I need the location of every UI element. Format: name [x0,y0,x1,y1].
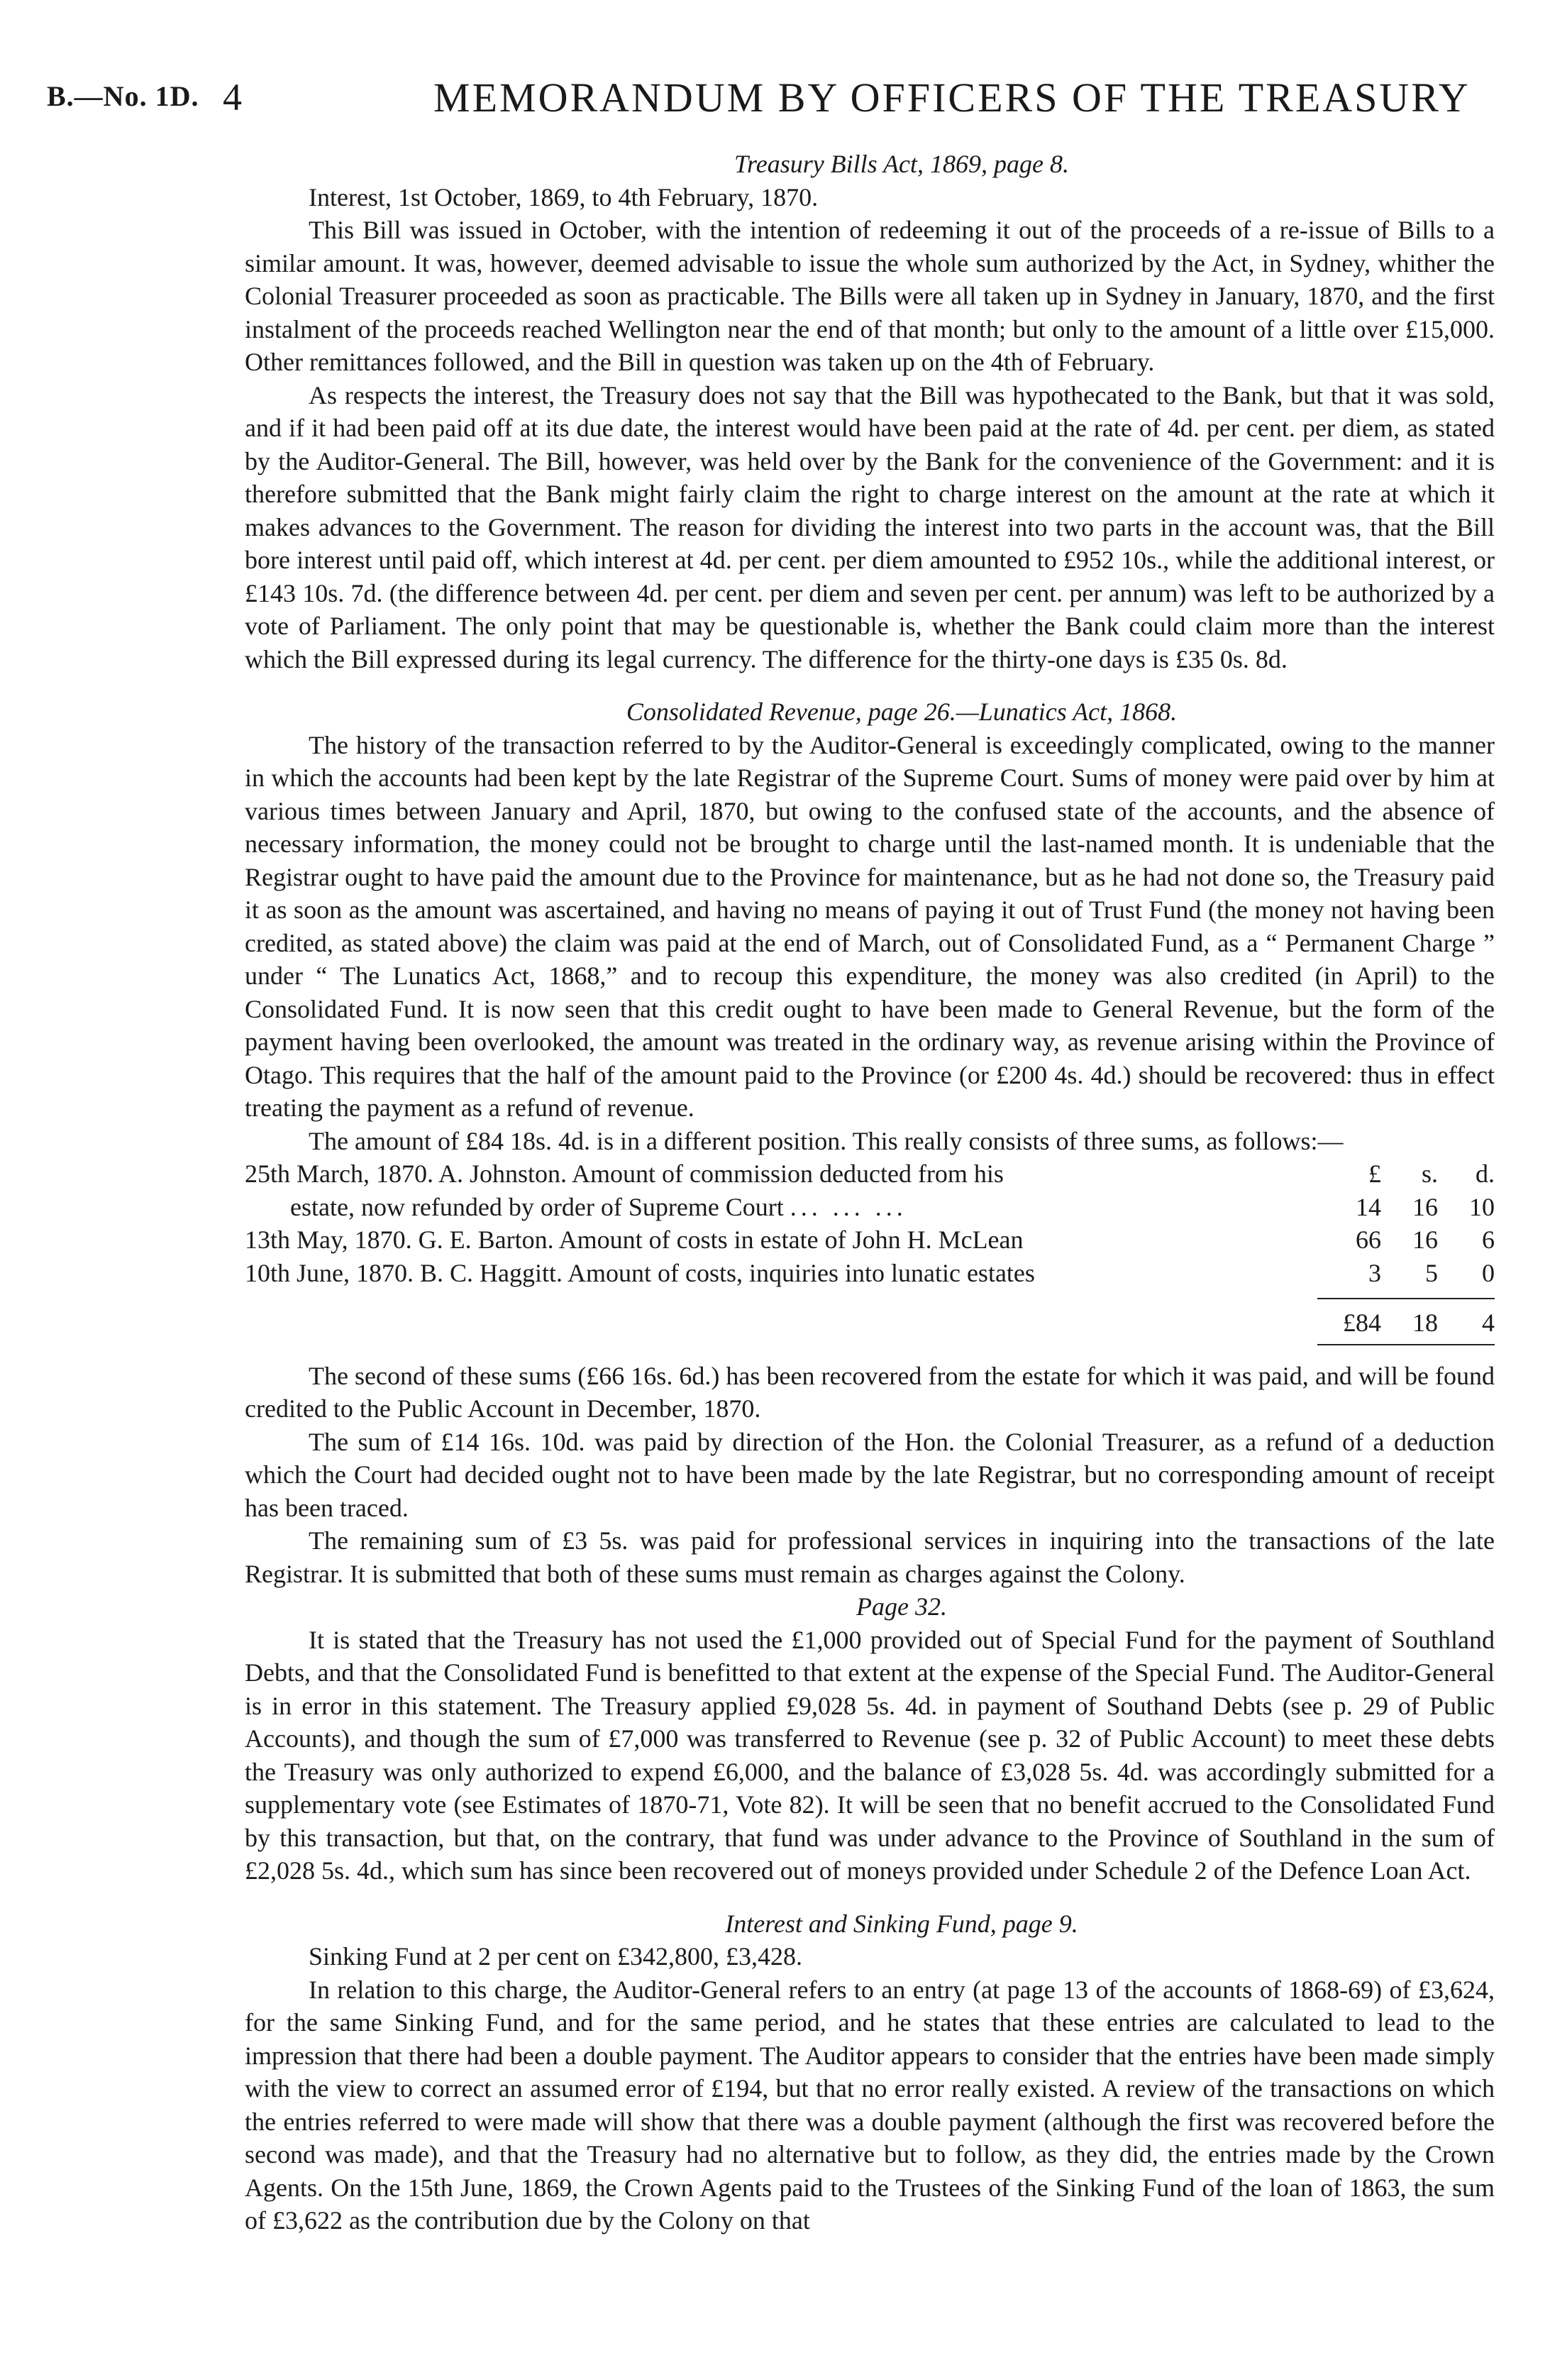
table-column-headers: £ s. d. [1368,1159,1495,1188]
paragraph: It is stated that the Treasury has not used the £1,000 provided out of Special Fund for the payment of Southland Debts, and that the Consolidated Fund is benefitted to that extent at the expense of the Special Fund. The Auditor-General is in error in this statement. The Treasury applied £9,028 5s. 4d. in payment of Southand Debts (see p. 29 of Public Accounts), and though the sum of £7,000 was transferred to Revenue (see p. 32 of Public Account) to meet these debts the Treasury was only authorized to expend £6,000, and the balance of £3,028 5s. 4d. was accordingly submitted for a supplementary vote (see Estimates of 1870-71, Vote 82). It will be seen that no benefit accrued to the Consolidated Fund by this transaction, but that, on the contrary, that fund was under advance to the Province of Southland in the sum of £2,028 5s. 4d., which sum has since been recovered out of moneys provided under Schedule 2 of the Defence Loan Act. [245,1625,1495,1885]
paragraph: The second of these sums (£66 16s. 6d.) has been recovered from the estate for which it was paid, and will be found credited to the Public Account in December, 1870. [245,1361,1495,1423]
paragraph: This Bill was issued in October, with the intention of redeeming it out of the proceeds of a re-issue of Bills to a similar amount. It was, however, deemed advisable to issue the whole sum authorized by the Act, in Sydney, whither the Colonial Treasurer proceeded as soon as practicable. The Bills were all taken up in Sydney in January, 1870, and the first instalment of the proceeds reached Wellington near the end of that month; but only to the amount of a little over £15,000. Other remittances followed, and the Bill in question was taken up on the 4th of February. [245,216,1495,376]
page-number: 4 [223,76,242,119]
table-row-amount: 3 5 0 [1368,1258,1495,1287]
table-row-description-continued: estate, now refunded by order of Supreme Court ... ... ... [290,1192,907,1221]
paragraph: As respects the interest, the Treasury does not say that the Bill was hypothecated to the Bank, but that it was sold, and if it had been paid off at its due date, the interest would have been paid at the rate of 4d. per cent. per diem, as stated by the Auditor-General. The Bill, however, was held over by the Bank for the convenience of the Government: and it is therefore submitted that the Bank might fairly claim the right to charge interest on the amount at the rate at which it makes advances to the Government. The reason for dividing the interest into two parts in the account was, that the Bill bore interest until paid off, which interest at 4d. per cent. per diem amounted to £952 10s., while the additional interest, or £143 10s. 7d. (the difference between 4d. per cent. per diem and seven per cent. per annum) was left to be authorized by a vote of Parliament. The only point that may be questionable is, whether the Bank could claim more than the interest which the Bill expressed during its legal currency. The difference for the thirty-one days is £35 0s. 8d. [245,380,1495,673]
section-heading-page-32: Page 32. [856,1592,947,1621]
table-row [245,1191,1495,1224]
section-heading-treasury-bills: Treasury Bills Act, 1869, page 8. [734,150,1069,178]
paragraph: The amount of £84 18s. 4d. is in a different position. This really consists of three sums, as follows:— [309,1126,1344,1155]
section-heading-lunatics-act: Consolidated Revenue, page 26.—Lunatics Act, 1868. [626,698,1178,726]
section-heading-sinking-fund: Interest and Sinking Fund, page 9. [725,1909,1078,1938]
paragraph: The history of the transaction referred to by the Auditor-General is exceedingly complicated, owing to the manner in which the accounts had been kept by the late Registrar of the Supreme Court. Sums of money were paid over by him at various times between January and April, 1870, but owing to the confused state of the accounts, and the absence of necessary information, the money could not be brought to charge until the last-named month. It is undeniable that the Registrar ought to have paid the amount due to the Province for maintenance, but as he had not done so, the Treasury paid it as soon as the amount was ascertained, and having no means of paying it out of Trust Fund (the money not having been credited, as stated above) the claim was paid at the end of March, out of Consolidated Fund, as a “ Permanent Charge ” under “ The Lunatics Act, 1868,” and to recoup this expenditure, the money was also credited (in April) to the Consolidated Fund. It is now seen that this credit ought to have been made to General Revenue, but the form of the payment having been overlooked, the amount was treated in the ordinary way, as revenue arising within the Province of Otago. This requires that the half of the amount paid to the Province (or £200 4s. 4d.) should be recovered: thus in effect treating the payment as a refund of revenue. [245,730,1495,1122]
paragraph: Sinking Fund at 2 per cent on £342,800, £3,428. [309,1942,802,1971]
document-reference: B.—No. 1D. [47,80,199,112]
table-total: £84 18 4 [1317,1298,1495,1345]
table-row-description: 13th May, 1870. G. E. Barton. Amount of costs in estate of John H. McLean [245,1225,1024,1254]
table-row [245,1223,1495,1257]
paragraph: In relation to this charge, the Auditor-General refers to an entry (at page 13 of the accounts of 1868-69) of £3,624, for the same Sinking Fund, and for the same period, and he states that these entries are calculated to lead to the impression that there had been a double payment. The Auditor appears to consider that the entries have been made simply with the view to correct an assumed error of £194, but that no error really existed. A review of the transactions on which the entries referred to were made will show that there was a double payment (although the first was recovered before the second was made), and that the Treasury had no alternative but to follow, as they did, the entries made by the Crown Agents. On the 15th June, 1869, the Crown Agents paid to the Trustees of the Sinking Fund of the loan of 1863, the sum of £3,622 as the contribution due by the Colony on that [245,1975,1495,2235]
table-row-description: 10th June, 1870. B. C. Haggitt. Amount of costs, inquiries into lunatic estates [245,1258,1035,1287]
sums-table [245,1157,1495,1360]
page-header [47,70,1501,126]
table-row [245,1157,1495,1191]
table-row-amount: 66 16 6 [1356,1225,1495,1254]
page-body [245,148,1495,2237]
paragraph: The sum of £14 16s. 10d. was paid by direction of the Hon. the Colonial Treasurer, as a refund of a deduction which the Court had decided ought not to have been made by the late Registrar, but no corresponding amount of receipt has been traced. [245,1427,1495,1522]
paragraph: Interest, 1st October, 1869, to 4th February, 1870. [309,182,819,211]
table-row [245,1257,1495,1290]
running-title: MEMORANDUM BY OFFICERS OF THE TREASURY [433,75,1471,121]
table-total-row [245,1289,1495,1360]
leader-dots: ... ... ... [790,1192,907,1221]
table-row-amount: 14 16 10 [1356,1192,1495,1221]
paragraph: The remaining sum of £3 5s. was paid for professional services in inquiring into the transactions of the late Registrar. It is submitted that both of these sums must remain as charges against the Colony. [245,1526,1495,1588]
table-row-description: 25th March, 1870. A. Johnston. Amount of commission deducted from his [245,1159,1004,1188]
